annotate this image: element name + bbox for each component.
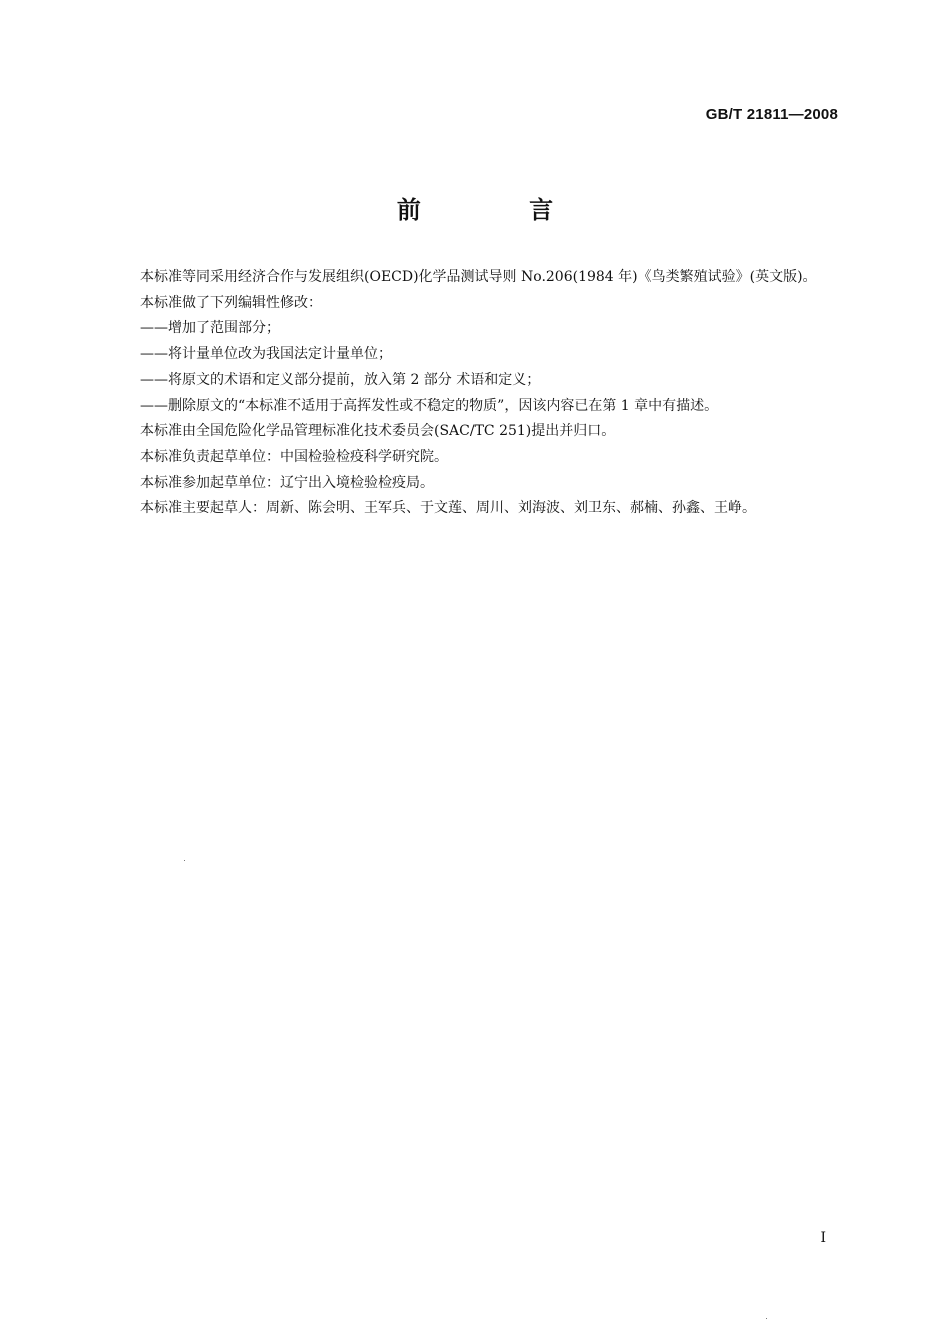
standard-code: GB/T 21811—2008 bbox=[705, 106, 838, 123]
list-item-scope: ——增加了范围部分； bbox=[140, 320, 280, 337]
foreword-body bbox=[112, 265, 840, 522]
page-number: I bbox=[820, 1230, 826, 1246]
scan-speck bbox=[184, 860, 185, 861]
paragraph-modifications-intro: 本标准做了下列编辑性修改： bbox=[140, 294, 322, 311]
paragraph-main-drafters: 本标准主要起草人：周新、陈会明、王军兵、于文莲、周川、刘海波、刘卫东、郝楠、孙鑫、王峥。 bbox=[140, 500, 756, 517]
list-item-units: ——将计量单位改为我国法定计量单位； bbox=[140, 346, 392, 363]
paragraph-responsible-drafter: 本标准负责起草单位：中国检验检疫科学研究院。 bbox=[140, 448, 448, 465]
paragraph-participating-drafter: 本标准参加起草单位：辽宁出入境检验检疫局。 bbox=[140, 474, 434, 491]
list-item-terms: ——将原文的术语和定义部分提前，放入第 2 部分 术语和定义； bbox=[140, 371, 541, 388]
list-item-deletion: ——删除原文的“本标准不适用于高挥发性或不稳定的物质”，因该内容已在第 1 章中有描述。 bbox=[140, 397, 719, 414]
paragraph-proposer: 本标准由全国危险化学品管理标准化技术委员会(SAC/TC 251)提出并归口。 bbox=[140, 423, 616, 440]
page-title: 前 言 bbox=[396, 196, 604, 224]
paragraph-adoption: 本标准等同采用经济合作与发展组织(OECD)化学品测试导则 No.206(1984 年)《鸟类繁殖试验》(英文版)。 bbox=[140, 269, 817, 285]
scan-speck bbox=[766, 1318, 767, 1319]
